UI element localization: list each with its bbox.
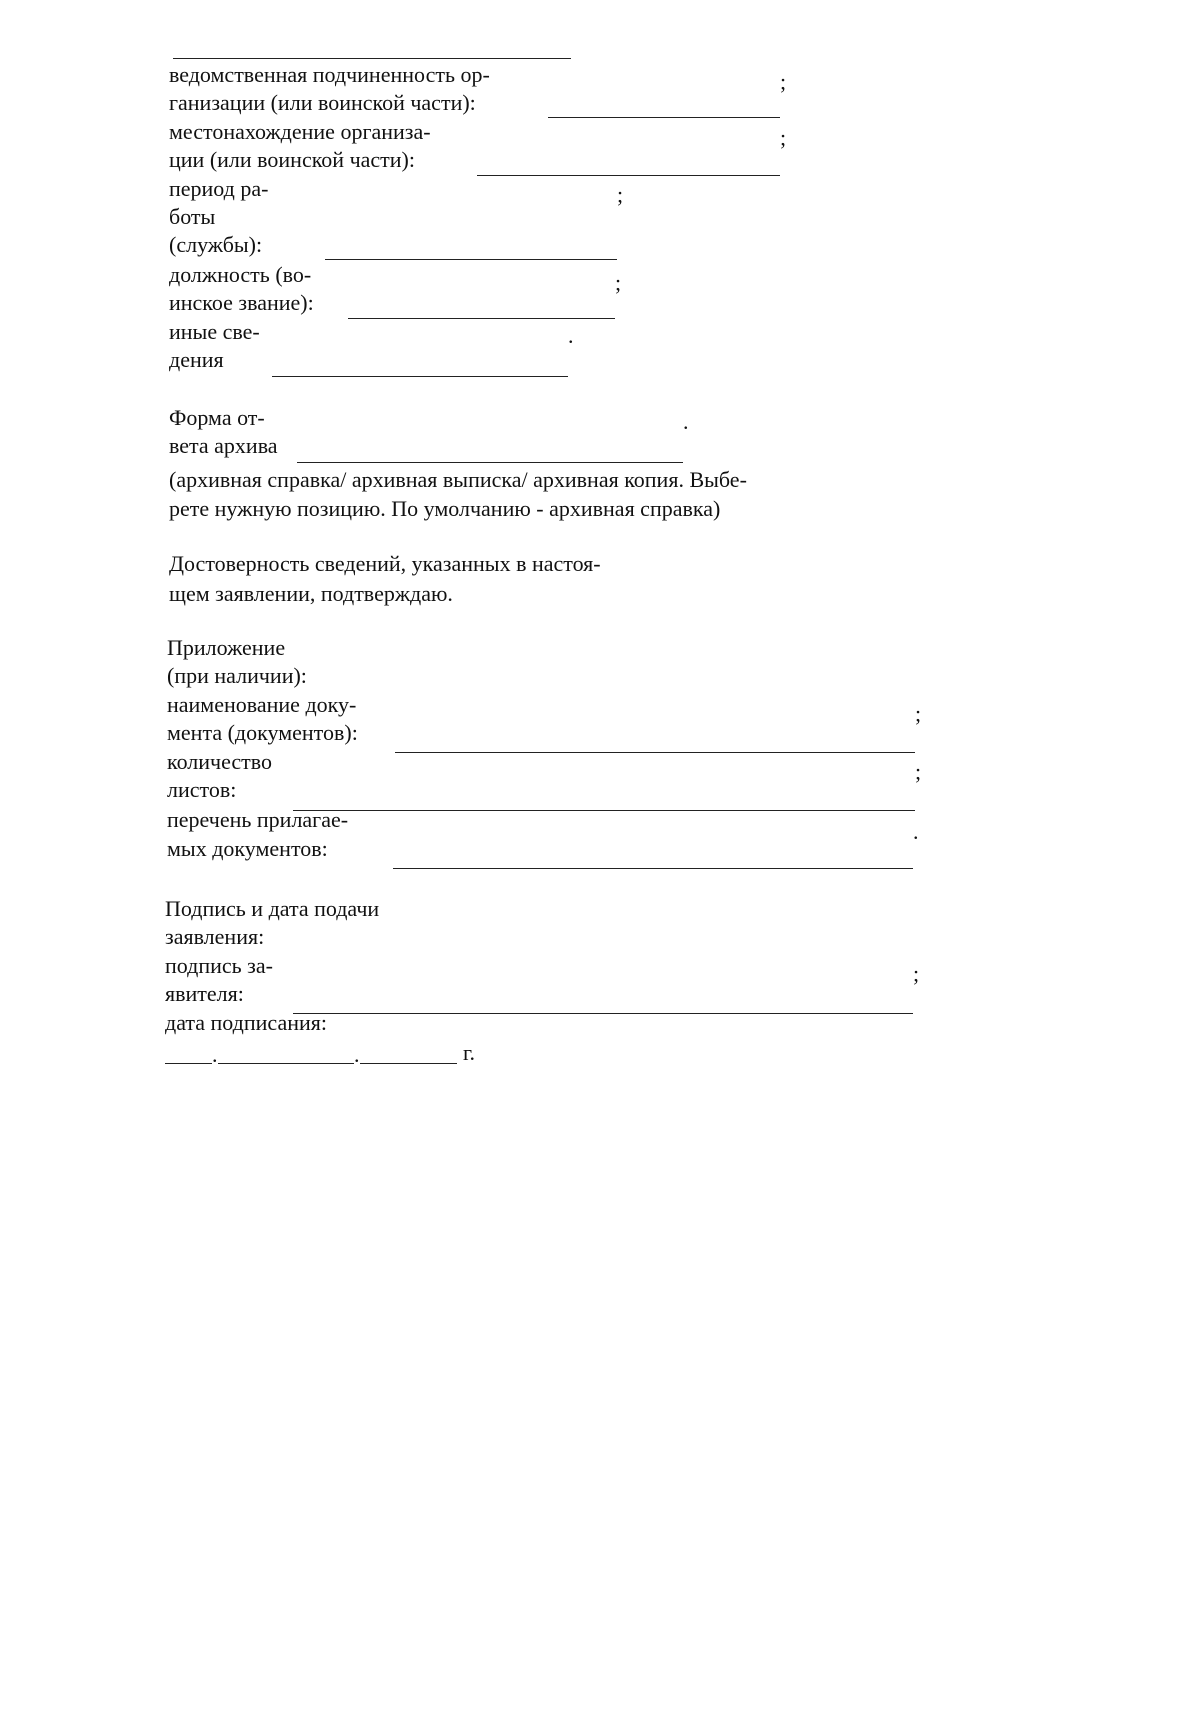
list-label-1: перечень прилагае- xyxy=(167,807,349,832)
list-dot: . xyxy=(913,819,919,844)
period-field-line[interactable] xyxy=(325,259,617,260)
date-year-field[interactable] xyxy=(360,1063,457,1064)
position-label-1: должность (во- xyxy=(169,262,312,287)
answer-form-dot: . xyxy=(683,409,689,434)
answer-form-field-line[interactable] xyxy=(297,462,683,463)
list-label-2: мых документов: xyxy=(167,836,328,861)
position-field-line[interactable] xyxy=(348,318,615,319)
period-label-3: (службы): xyxy=(169,232,263,257)
signature-label-2: явителя: xyxy=(165,981,244,1006)
other-label-1: иные све- xyxy=(169,319,260,344)
answer-form-hint-1: (архивная справка/ архивная выписка/ архивная копия. Выбе- xyxy=(169,467,747,492)
date-month-field[interactable] xyxy=(218,1063,354,1064)
sheets-semicolon: ; xyxy=(915,759,922,784)
other-label-2: дения xyxy=(169,347,224,372)
date-label: дата подписания: xyxy=(165,1010,327,1035)
location-semicolon: ; xyxy=(780,125,787,150)
subordination-label-2: ганизации (или воинской части): xyxy=(169,90,476,115)
doc-name-field-line[interactable] xyxy=(395,752,915,753)
date-dot-2: . xyxy=(354,1042,360,1067)
position-semicolon: ; xyxy=(615,270,622,295)
subordination-semicolon: ; xyxy=(780,69,787,94)
attachment-title-2: (при наличии): xyxy=(167,663,307,688)
confirmation-text-1: Достоверность сведений, указанных в настоя- xyxy=(169,551,601,576)
location-label-1: местонахождение организа- xyxy=(169,119,431,144)
period-semicolon: ; xyxy=(617,182,624,207)
other-dot: . xyxy=(568,323,574,348)
period-label-1: период ра- xyxy=(169,176,269,201)
answer-form-hint-2: рете нужную позицию. По умолчанию - архивная справка) xyxy=(169,496,721,521)
answer-form-label-2: вета архива xyxy=(169,433,278,458)
signature-title-1: Подпись и дата подачи xyxy=(165,896,380,921)
doc-name-semicolon: ; xyxy=(915,701,922,726)
sheets-label-1: количество xyxy=(167,749,273,774)
top-field-line[interactable] xyxy=(173,58,571,59)
position-label-2: инское звание): xyxy=(169,290,314,315)
signature-label-1: подпись за- xyxy=(165,953,273,978)
doc-name-label-2: мента (документов): xyxy=(167,720,358,745)
list-field-line[interactable] xyxy=(393,868,913,869)
confirmation-text-2: щем заявлении, подтверждаю. xyxy=(169,581,453,606)
date-year-suffix: г. xyxy=(463,1040,476,1065)
signature-semicolon: ; xyxy=(913,961,920,986)
signature-field-line[interactable] xyxy=(293,1013,913,1014)
doc-name-label-1: наименование доку- xyxy=(167,692,357,717)
sheets-label-2: листов: xyxy=(167,777,237,802)
location-label-2: ции (или воинской части): xyxy=(169,147,415,172)
answer-form-label-1: Форма от- xyxy=(169,405,265,430)
date-day-field[interactable] xyxy=(165,1063,212,1064)
subordination-field-line[interactable] xyxy=(548,117,780,118)
attachment-title-1: Приложение xyxy=(167,635,286,660)
location-field-line[interactable] xyxy=(477,175,780,176)
other-field-line[interactable] xyxy=(272,376,568,377)
date-dot-1: . xyxy=(212,1042,218,1067)
sheets-field-line[interactable] xyxy=(293,810,915,811)
period-label-2: боты xyxy=(169,204,216,229)
signature-title-2: заявления: xyxy=(165,924,265,949)
subordination-label-1: ведомственная подчиненность ор- xyxy=(169,62,490,87)
